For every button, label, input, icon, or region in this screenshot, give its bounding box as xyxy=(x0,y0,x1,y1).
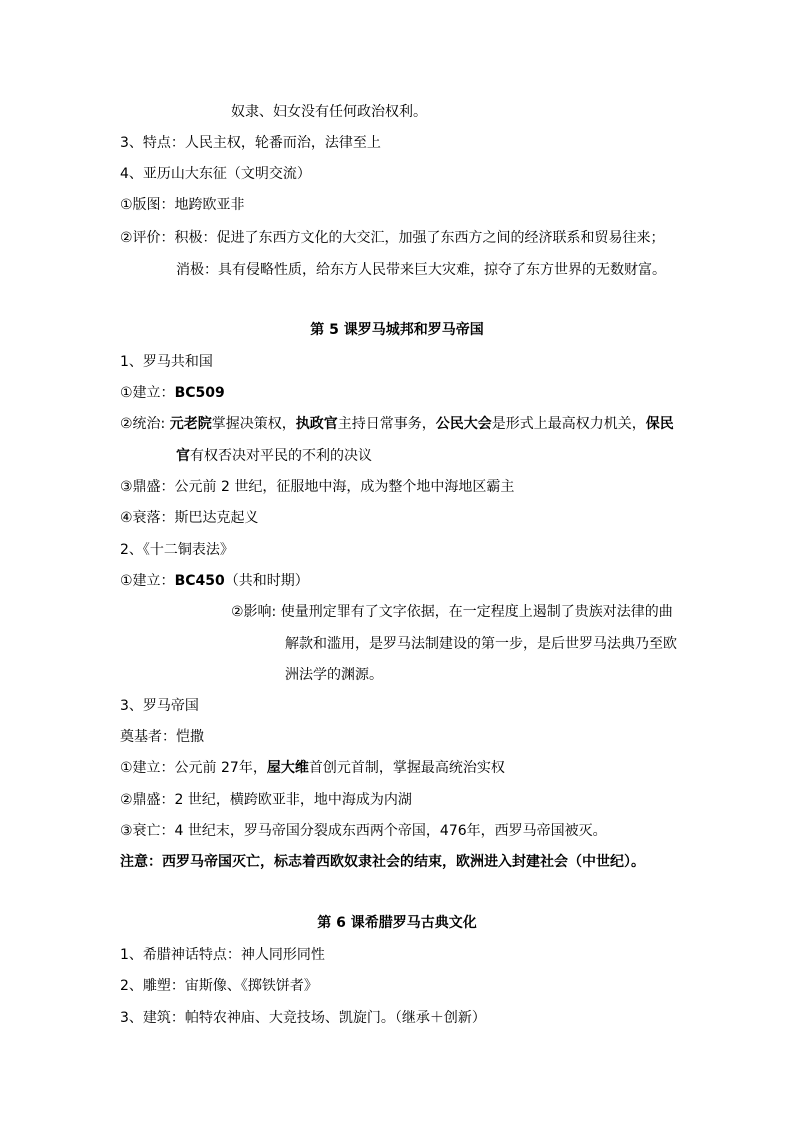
text-line xyxy=(120,758,505,778)
text-span: 主持日常事务， xyxy=(337,416,436,432)
text-line: 解款和滥用，是罗马法制建设的第一步，是后世罗马法典乃至欧 xyxy=(285,636,677,652)
lesson-6-title: 第 6 课希腊罗马古典文化 xyxy=(317,915,477,931)
text-span: ①建立：公元前 27年， xyxy=(120,760,267,776)
text-span: 是形式上最高权力机关， xyxy=(491,416,646,432)
bold-span: 保民 xyxy=(645,416,674,432)
text-line: ④衰落：斯巴达克起义 xyxy=(120,510,259,526)
text-span: 首创元首制，掌握最高统治实权 xyxy=(308,760,505,776)
text-span: 有权否决对平民的不利的决议 xyxy=(190,448,372,464)
section-heading: 3、罗马帝国 xyxy=(120,698,199,714)
text-line: 3、建筑：帕特农神庙、大竞技场、凯旋门。（继承＋创新） xyxy=(120,1010,486,1026)
text-line: 3、特点：人民主权，轮番而治，法律至上 xyxy=(120,135,381,151)
text-line: 奠基者：恺撒 xyxy=(120,729,204,745)
text-span: 掌握决策权， xyxy=(211,416,296,432)
text-line: 2、雕塑：宙斯像、《掷铁饼者》 xyxy=(120,978,318,994)
bold-span: 执政官 xyxy=(295,416,338,432)
text-span: ②统治: xyxy=(120,416,170,432)
text-line: 4、亚历山大东征（文明交流） xyxy=(120,166,311,182)
bold-span: 公民大会 xyxy=(435,416,492,432)
text-line: ③衰亡：4 世纪末，罗马帝国分裂成东西两个帝国，476年，西罗马帝国被灭。 xyxy=(120,823,607,839)
text-span: ①建立： xyxy=(120,385,175,401)
text-line: 消极：具有侵略性质，给东方人民带来巨大灾难，掠夺了东方世界的无数财富。 xyxy=(176,262,666,278)
text-line: 奴隶、妇女没有任何政治权利。 xyxy=(231,104,427,120)
text-span: ①建立： xyxy=(120,573,175,589)
text-span: （共和时期） xyxy=(224,573,309,589)
note-line: 注意：西罗马帝国灭亡，标志着西欧奴隶社会的结束，欧洲进入封建社会（中世纪）。 xyxy=(120,854,645,870)
text-line: ②影响: 使量刑定罪有了文字依据，在一定程度上遏制了贵族对法律的曲 xyxy=(231,604,673,620)
text-line: ②评价：积极：促进了东西方文化的大交汇，加强了东西方之间的经济联系和贸易往来； xyxy=(120,230,665,246)
text-line: ③鼎盛：公元前 2 世纪，征服地中海，成为整个地中海地区霸主 xyxy=(120,479,515,495)
section-heading: 1、罗马共和国 xyxy=(120,354,213,370)
bold-span: 元老院 xyxy=(169,416,212,432)
bold-span: BC450 xyxy=(174,573,225,589)
text-line xyxy=(120,414,674,434)
text-line: ①版图：地跨欧亚非 xyxy=(120,197,245,213)
section-heading: 2、《十二铜表法》 xyxy=(120,542,234,558)
bold-span: 屋大维 xyxy=(266,760,309,776)
text-line: ②鼎盛：2 世纪，横跨欧亚非，地中海成为内湖 xyxy=(120,792,412,808)
text-line xyxy=(120,383,225,403)
text-line xyxy=(120,571,309,591)
text-line: 洲法学的渊源。 xyxy=(285,667,383,683)
text-line: 1、希腊神话特点：神人同形同性 xyxy=(120,947,325,963)
bold-span: 官 xyxy=(176,448,190,464)
text-line xyxy=(176,446,372,466)
bold-span: BC509 xyxy=(174,385,225,401)
lesson-5-title: 第 5 课罗马城邦和罗马帝国 xyxy=(310,322,484,338)
